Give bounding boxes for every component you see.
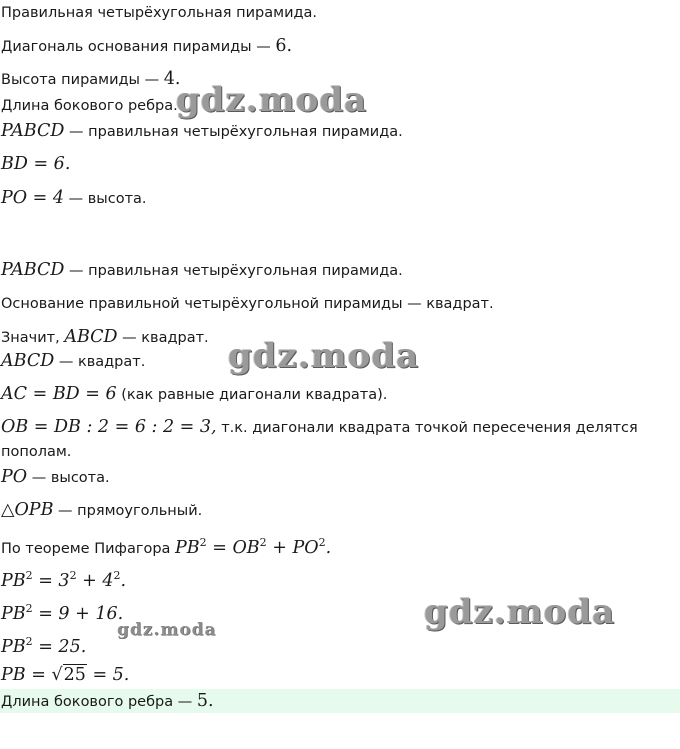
decl-bd-math: BD = 6.: [1, 154, 71, 174]
watermark-logo: gdz.moda: [176, 80, 368, 120]
given-diagonal-label: Диагональ основания пирамиды —: [1, 39, 276, 55]
decl-po: [1, 187, 147, 210]
sol-line-10-pb: PB: [1, 571, 26, 591]
exp-2: 2: [259, 536, 267, 549]
decl-po-text: — высота.: [64, 191, 147, 207]
sol-line-9-pb: PB: [175, 538, 200, 558]
answer-line: [1, 690, 214, 713]
sol-line-10-end: .: [120, 571, 127, 591]
sol-line-10-four: + 4: [76, 571, 114, 591]
sol-line-8: [1, 499, 202, 522]
sol-line-13-pre: PB =: [1, 665, 52, 685]
sol-line-6: [1, 416, 638, 439]
exp-2: 2: [25, 569, 33, 582]
sol-line-6-cont: пополам.: [1, 444, 72, 460]
given-diagonal-value: 6.: [275, 36, 293, 56]
exp-2: 2: [318, 536, 326, 549]
sol-line-3-math: ABCD: [64, 327, 118, 347]
watermark-logo-small: gdz.moda: [117, 620, 217, 640]
exp-2: 2: [25, 602, 33, 615]
sol-line-1: [1, 259, 403, 282]
sol-line-12-rest: = 25.: [32, 637, 87, 657]
watermark-logo: gdz.moda: [228, 336, 420, 376]
sol-line-3: [1, 326, 209, 349]
sol-line-3-text: — квадрат.: [117, 330, 209, 346]
answer-label: Длина бокового ребра —: [1, 694, 197, 710]
given-diagonal: [1, 35, 292, 58]
given-title: Правильная четырёхугольная пирамида.: [1, 5, 318, 21]
sol-line-12-pb: PB: [1, 637, 26, 657]
sol-line-9-end: .: [325, 538, 332, 558]
sol-line-9: [1, 532, 331, 560]
exp-2: 2: [199, 536, 207, 549]
sol-line-4-text: — квадрат.: [54, 354, 146, 370]
sol-line-9-po: + PO: [266, 538, 319, 558]
sqrt-sign: √: [51, 665, 63, 685]
sol-line-8-text: — прямоугольный.: [53, 503, 203, 519]
sol-line-1-text: — правильная четырёхугольная пирамида.: [64, 263, 403, 279]
decl-pyramid-text: — правильная четырёхугольная пирамида.: [64, 124, 403, 140]
sol-line-3-pre: Значит,: [1, 330, 65, 346]
given-height: [1, 68, 180, 91]
sol-line-12: [1, 631, 86, 659]
given-find: Длина бокового ребра.: [1, 98, 178, 114]
sol-line-13: [1, 664, 129, 687]
decl-bd: [1, 153, 70, 176]
watermark-logo: gdz.moda: [424, 592, 616, 632]
sol-line-8-math: △OPB: [1, 500, 54, 520]
sol-line-10: [1, 565, 126, 593]
given-height-value: 4.: [163, 69, 181, 89]
sol-line-11-pb: PB: [1, 604, 26, 624]
sol-line-9-ob: = OB: [206, 538, 260, 558]
sol-line-7-math: PO: [1, 467, 28, 487]
sol-line-10-three: = 3: [32, 571, 70, 591]
answer-value: 5.: [196, 691, 214, 711]
given-height-label: Высота пирамиды —: [1, 72, 164, 88]
sqrt-25: [51, 664, 86, 686]
decl-pyramid-math: PABCD: [1, 121, 65, 141]
sol-line-11-rest: = 9 + 16.: [32, 604, 124, 624]
sol-line-5-text: (как равные диагонали квадрата).: [116, 387, 388, 403]
sol-line-4: [1, 350, 145, 373]
exp-2: 2: [113, 569, 121, 582]
sol-line-7: [1, 466, 110, 489]
sqrt-radicand: 25: [63, 665, 86, 685]
sol-line-2: Основание правильной четырёхугольной пирамиды — квадрат.: [1, 296, 494, 312]
sol-line-13-post: = 5.: [86, 665, 130, 685]
sol-line-5-math: AC = BD = 6: [1, 384, 117, 404]
sol-line-11: [1, 598, 123, 626]
sol-line-6-math: OB = DB : 2 = 6 : 2 = 3,: [1, 417, 217, 437]
exp-2: 2: [69, 569, 77, 582]
decl-pyramid: [1, 120, 403, 143]
sol-line-7-text: — высота.: [27, 470, 110, 486]
exp-2: 2: [25, 635, 33, 648]
sol-line-6-text: т.к. диагонали квадрата точкой пересечения делятся: [216, 420, 638, 436]
sol-line-1-math: PABCD: [1, 260, 65, 280]
sol-line-5: [1, 383, 387, 406]
decl-po-math: PO = 4: [1, 188, 65, 208]
sol-line-9-pre: По теореме Пифагора: [1, 541, 176, 557]
sol-line-4-math: ABCD: [1, 351, 55, 371]
